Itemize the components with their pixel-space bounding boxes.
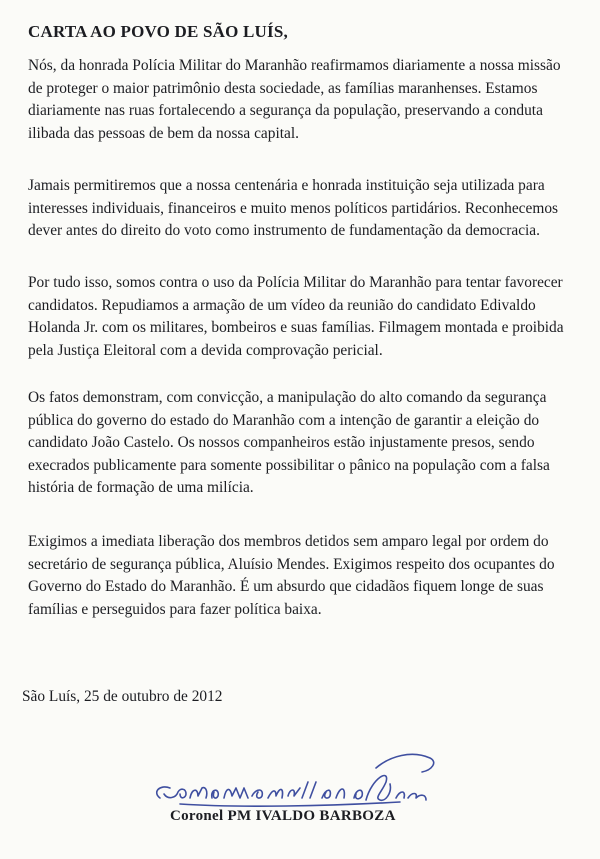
paragraph-line: Governo do Estado do Maranhão. É um absurdo que cidadãos fiquem longe de suas xyxy=(28,578,544,595)
paragraph-line: de proteger o maior patrimônio desta sociedade, as famílias maranhenses. Estamos xyxy=(28,79,538,97)
paragraph-line: Por tudo isso, somos contra o uso da Polícia Militar do Maranhão para tentar favorecer xyxy=(28,274,563,291)
paragraph-line: Os fatos demonstram, com convicção, a manipulação do alto comando da segurança xyxy=(28,389,547,406)
paragraph-2 xyxy=(28,175,558,243)
paragraph-line: candidato João Castelo. Os nossos companheiros estão injustamente presos, sendo xyxy=(28,434,535,451)
paragraph-line: Jamais permitiremos que a nossa centenária e honrada instituição seja utilizada para xyxy=(28,177,545,194)
signatory-name: Coronel PM IVALDO BARBOZA xyxy=(170,808,396,824)
paragraph-4 xyxy=(28,387,558,500)
paragraph-line: diariamente nas ruas fortalecendo a segurança da população, preservando a conduta xyxy=(28,102,543,119)
paragraph-line: ilibada das pessoas de bem da nossa capital. xyxy=(28,124,299,142)
paragraph-line: pela Justiça Eleitoral com a devida comprovação pericial. xyxy=(28,341,383,359)
paragraph-line: famílias e perseguidos para fazer política baixa. xyxy=(28,600,322,618)
letter-title: CARTA AO POVO DE SÃO LUÍS, xyxy=(28,22,288,41)
paragraph-line: Exigimos a imediata liberação dos membros detidos sem amparo legal por ordem do xyxy=(28,533,549,550)
paragraph-line: dever antes do direito do voto como instrumento de fundamentação da democracia. xyxy=(28,222,540,239)
paragraph-line: pública do governo do estado do Maranhão com a intenção de garantir a eleição do xyxy=(28,411,540,429)
paragraph-5 xyxy=(28,531,558,621)
paragraph-line: história de formação de uma milícia. xyxy=(28,479,254,496)
paragraph-3 xyxy=(28,272,564,362)
paragraph-line: interesses individuais, financeiros e muito menos políticos partidários. Reconhecemos xyxy=(28,199,558,217)
paragraph-line: Holanda Jr. com os militares, bombeiros e suas famílias. Filmagem montada e proibida xyxy=(28,319,564,336)
paragraph-line: execrados publicamente para somente possibilitar o pânico na população com a falsa xyxy=(28,456,550,474)
paragraph-line: Nós, da honrada Polícia Militar do Maranhão reafirmamos diariamente a nossa missão xyxy=(28,57,561,74)
paragraph-line: secretário de segurança pública, Aluísio Mendes. Exigimos respeito dos ocupantes do xyxy=(28,555,555,573)
paragraph-line: candidatos. Repudiamos a armação de um vídeo da reunião do candidato Edivaldo xyxy=(28,296,536,314)
paragraph-1 xyxy=(28,55,561,145)
letter-date: São Luís, 25 de outubro de 2012 xyxy=(22,688,223,705)
